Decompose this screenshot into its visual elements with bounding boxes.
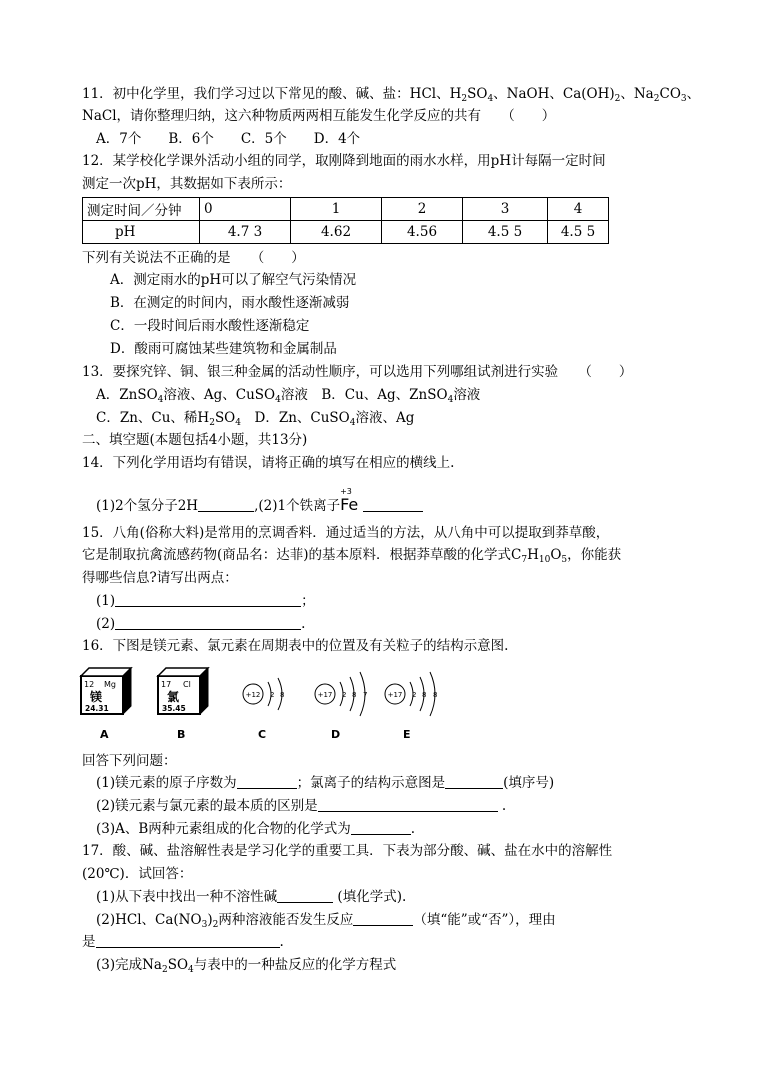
answer-blank[interactable] [198, 497, 254, 512]
q17-answer-2: (2)HCl、$Ca(NO_3)_2$两种溶液能否发生反应 （填“能”或“否”），理由 [96, 912, 556, 930]
q17-answer-2-cont: 是 . [82, 934, 284, 950]
q15-item2: (2) . [96, 616, 306, 632]
q15-line1: 15．八角(俗称大料)是常用的烹调香料．通过适当的方法，从八角中可以提取到莽草酸， [82, 525, 610, 541]
answer-blank[interactable] [353, 911, 413, 926]
answer-blank[interactable] [277, 888, 333, 903]
q17-answer-1: (1)从下表中找出一种不溶性碱 (填化学式). [96, 889, 407, 905]
section-title: 二、填空题(本题包括4小题，共13分) [82, 432, 308, 448]
table-cell: 4.5 5 [463, 221, 548, 244]
table-cell: 4.5 5 [548, 221, 609, 244]
q16-prompt: 回答下列问题： [82, 753, 177, 769]
atom-structure-c [243, 678, 284, 710]
q16-line1: 16．下图是镁元素、氯元素在周期表中的位置及有关粒子的结构示意图. [82, 638, 509, 654]
element-figure [78, 662, 478, 744]
table-cell: 1 [291, 198, 382, 221]
svg-text:+17: +17 [317, 691, 333, 699]
q17-answer-3: (3)完成$Na_2SO_4$与表中的一种盐反应的化学方程式 [96, 957, 397, 975]
answer-blank[interactable] [115, 615, 301, 630]
svg-text:2: 2 [342, 691, 347, 699]
q17-line1: 17．酸、碱、盐溶解性表是学习化学的重要工具．下表为部分酸、碱、盐在水中的溶解性 [82, 843, 613, 859]
svg-text:2: 2 [412, 691, 417, 699]
svg-text:+17: +17 [387, 691, 403, 699]
cl-number: 17 [161, 680, 172, 689]
table-cell: pH [83, 221, 200, 244]
cl-symbol: Cl [183, 680, 191, 689]
q13-options-cd: C．Zn、Cu、稀$H_2SO_4$ D．Zn、CuSO$_4$溶液、Ag [96, 410, 415, 428]
table-cell: 4.7 3 [200, 221, 291, 244]
table-cell: 0 [200, 198, 291, 221]
table-cell: 测定时间／分钟 [83, 198, 200, 221]
table-row [83, 198, 609, 221]
svg-text:7: 7 [363, 691, 368, 699]
q16-answer-3: (3)A、B两种元素组成的化合物的化学式为 . [96, 821, 416, 837]
answer-blank[interactable] [318, 797, 498, 812]
q15-item1: (1) ； [96, 593, 315, 609]
label-a: A [100, 728, 109, 741]
mg-name: 镁 [90, 690, 103, 704]
answer-blank[interactable] [351, 820, 411, 835]
q11-line2: NaCl，请你整理归纳，这六种物质两两相互能发生化学反应的共有 （ ） [82, 108, 556, 124]
svg-text:8: 8 [433, 691, 438, 699]
label-c: C [258, 728, 267, 741]
ph-table [82, 197, 609, 244]
answer-blank[interactable] [96, 933, 280, 948]
atom-structure-e [385, 672, 437, 716]
label-d: D [331, 728, 341, 741]
q13-line1: 13．要探究锌、铜、银三种金属的活动性顺序，可以选用下列哪组试剂进行实验 （ ） [82, 364, 633, 380]
label-e: E [403, 728, 411, 741]
fe-symbol: +3 Fe [340, 487, 359, 514]
svg-text:2: 2 [270, 691, 275, 699]
q17-line2: (20℃)．试回答： [82, 866, 193, 882]
q12-option-d: D．酸雨可腐蚀某些建筑物和金属制品 [110, 341, 337, 357]
svg-text:8: 8 [280, 691, 285, 699]
q12-line2: 测定一次pH，其数据如下表所示： [82, 176, 292, 192]
answer-blank[interactable] [237, 774, 297, 789]
svg-text:8: 8 [422, 691, 427, 699]
label-b: B [177, 728, 186, 741]
answer-blank[interactable] [363, 497, 423, 512]
q14-answers: (1)2个氢分子2H ,(2)1个铁离子 +3 Fe [96, 496, 423, 515]
q14-line1: 14．下列化学用语均有错误，请将正确的填写在相应的横线上. [82, 455, 455, 471]
table-cell: 4.56 [382, 221, 463, 244]
q12-line1: 12．某学校化学课外活动小组的同学，取刚降到地面的雨水水样，用pH计每隔一定时间 [82, 153, 606, 169]
q11-line1: 11．初中化学里，我们学习过以下常见的酸、碱、盐：HCl、$H_2SO_4$、NaOH、$Ca(OH)_2$、$Na_2CO_3$、 [82, 86, 701, 104]
svg-text:8: 8 [352, 691, 357, 699]
mg-symbol: Mg [104, 680, 116, 689]
table-cell: 4 [548, 198, 609, 221]
q16-answer-1: (1)镁元素的原子序数为 ；氯离子的结构示意图是 (填序号) [96, 775, 555, 791]
mg-element-box [81, 668, 131, 714]
table-cell: 2 [382, 198, 463, 221]
q12-option-a: A．测定雨水的pH可以了解空气污染情况 [110, 272, 357, 288]
cl-element-box [158, 668, 208, 714]
mg-number: 12 [84, 680, 95, 689]
q13-options-ab: A．ZnSO$_4$溶液、Ag、CuSO$_4$溶液 B．Cu、Ag、ZnSO$_4$溶液 [96, 387, 481, 405]
q12-option-b: B．在测定的时间内，雨水酸性逐渐减弱 [110, 295, 350, 311]
table-cell: 3 [463, 198, 548, 221]
q16-answer-2: (2)镁元素与氯元素的最本质的区别是 . [96, 798, 507, 814]
mg-mass: 24.31 [85, 704, 109, 713]
table-row [83, 221, 609, 244]
q11-options: A．7个 B．6个 C．5个 D．4个 [96, 131, 361, 147]
answer-blank[interactable] [115, 592, 301, 607]
cl-mass: 35.45 [162, 704, 186, 713]
answer-blank[interactable] [445, 774, 503, 789]
cl-name: 氯 [167, 690, 180, 704]
q12-option-c: C．一段时间后雨水酸性逐渐稳定 [110, 318, 310, 334]
svg-text:+12: +12 [245, 691, 261, 699]
q15-line2: 它是制取抗禽流感药物(商品名：达菲)的基本原料．根据莽草酸的化学式$C_7H_{10}O_5$，你能获 [82, 547, 622, 565]
q15-line3: 得哪些信息?请写出两点： [82, 570, 238, 586]
q12-prompt: 下列有关说法不正确的是 （ ） [82, 250, 305, 266]
table-cell: 4.62 [291, 221, 382, 244]
atom-structure-d [315, 672, 367, 716]
